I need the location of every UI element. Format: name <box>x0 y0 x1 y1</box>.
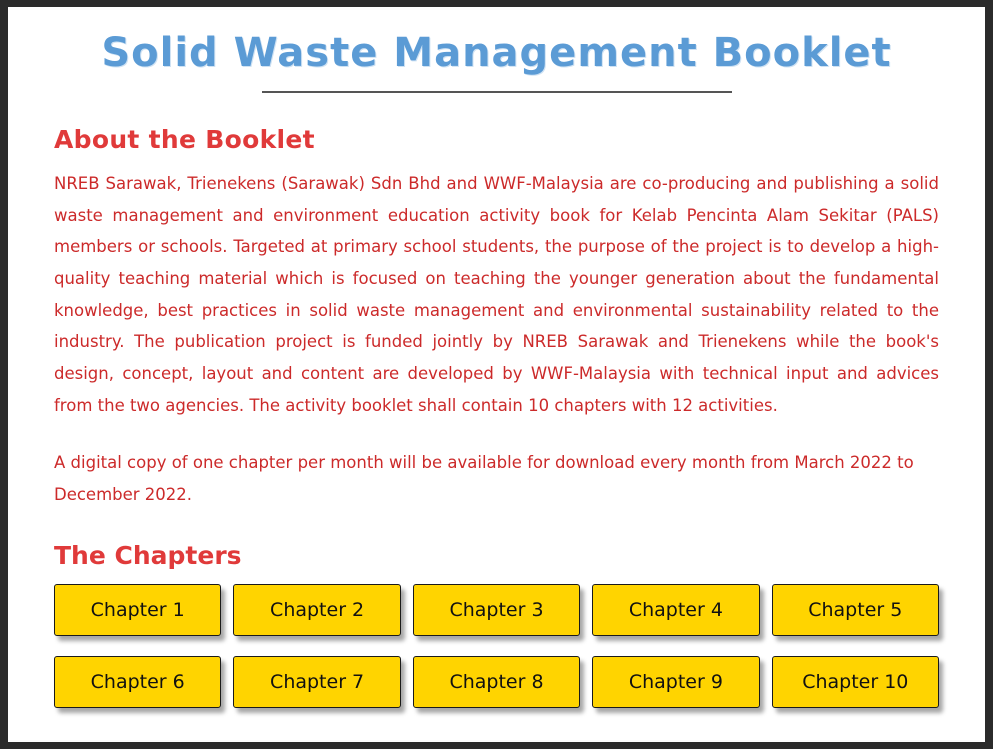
title-divider <box>262 91 732 93</box>
about-paragraph-2: A digital copy of one chapter per month will be available for download every month from March 2022 to December 2022. <box>54 453 914 505</box>
chapter-button-3[interactable]: Chapter 3 <box>413 584 580 636</box>
chapter-button-4[interactable]: Chapter 4 <box>592 584 759 636</box>
chapters-heading: The Chapters <box>54 540 242 570</box>
chapter-button-1[interactable]: Chapter 1 <box>54 584 221 636</box>
chapter-button-8[interactable]: Chapter 8 <box>413 656 580 708</box>
about-paragraph-1: NREB Sarawak, Trienekens (Sarawak) Sdn Bhd and WWF-Malaysia are co-producing and publishing a solid waste management and environment education activity book for Kelab Pencinta Alam Sekitar (PALS) members or schools. Targeted at primary school students, the purpose of the project is to develop a high-quality teaching material which is focused on teaching the younger generation about the fundamental knowledge, best practices in solid waste management and environmental sustainability related to the industry. The publication project is funded jointly by NREB Sarawak and Trienekens while the book's design, concept, layout and content are developed by WWF-Malaysia with technical input and advices from the two agencies. The activity booklet shall contain 10 chapters with 12 activities. <box>54 174 939 415</box>
about-heading: About the Booklet <box>54 125 315 154</box>
chapter-button-6[interactable]: Chapter 6 <box>54 656 221 708</box>
chapter-button-5[interactable]: Chapter 5 <box>772 584 939 636</box>
document-content <box>8 125 985 708</box>
chapter-button-2[interactable]: Chapter 2 <box>233 584 400 636</box>
chapter-button-grid <box>54 584 939 708</box>
page-title: Solid Waste Management Booklet <box>101 30 892 76</box>
chapter-button-10[interactable]: Chapter 10 <box>772 656 939 708</box>
chapter-button-7[interactable]: Chapter 7 <box>233 656 400 708</box>
document-page <box>8 7 985 742</box>
chapter-button-9[interactable]: Chapter 9 <box>592 656 759 708</box>
